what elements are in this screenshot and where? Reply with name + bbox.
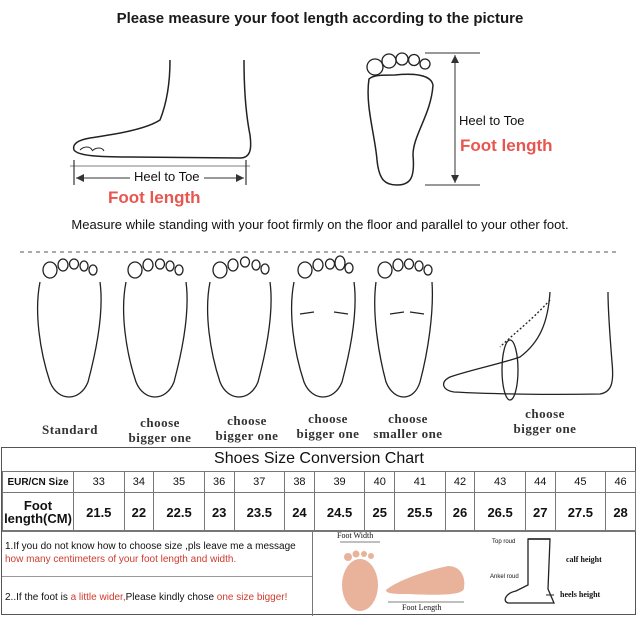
table-cell: 26 — [445, 493, 475, 532]
table-cell: 42 — [445, 472, 475, 493]
table-cell: 28 — [606, 493, 636, 532]
table-cell: 43 — [475, 472, 526, 493]
table-cell: 26.5 — [475, 493, 526, 532]
chart-title: Shoes Size Conversion Chart — [2, 447, 636, 472]
side-foot-diagram — [60, 40, 270, 210]
page-title: Please measure your foot length according to the picture — [116, 10, 524, 27]
foot-length-photo-label: Foot Length — [402, 603, 442, 612]
table-cell: 45 — [555, 472, 606, 493]
foot-types-illustration — [30, 252, 640, 422]
table-cell: 46 — [606, 472, 636, 493]
foot-type-label: choose bigger one — [513, 406, 577, 436]
foot-type-label: Standard — [41, 422, 99, 437]
sole-foot-length-label: Foot length — [460, 136, 553, 155]
table-cell: 24 — [285, 493, 315, 532]
note-1-line-2: how many centimeters of your foot length and width. — [5, 554, 237, 565]
sole-heel-to-toe-label: Heel to Toe — [459, 113, 525, 128]
boot-heel-label: heels height — [560, 590, 601, 599]
boot-ankle-label: Ankel roud — [490, 574, 519, 580]
table-cell: 41 — [395, 472, 446, 493]
note-2-red-1: a little wider, — [70, 592, 126, 603]
side-heel-to-toe-label: Heel to Toe — [130, 169, 204, 184]
row-header-eur: EUR/CN Size — [3, 472, 74, 493]
row-header-foot-length: Foot length(CM) — [3, 493, 74, 532]
foot-type-label: choose bigger one — [296, 411, 360, 441]
note-1-line-1: 1.If you do not know how to choose size ,pls leave me a message — [5, 541, 296, 552]
table-cell: 40 — [365, 472, 395, 493]
note-2-mid: Please kindly chose — [125, 592, 217, 603]
foot-width-label: Foot Width — [337, 531, 374, 540]
table-cell: 36 — [204, 472, 234, 493]
divider — [2, 576, 312, 577]
foot-type-label: choose smaller one — [373, 411, 443, 441]
table-row — [3, 472, 636, 493]
table-cell: 25.5 — [395, 493, 446, 532]
table-cell: 34 — [124, 472, 154, 493]
note-2 — [5, 591, 311, 604]
table-cell: 38 — [285, 472, 315, 493]
table-cell: 27.5 — [555, 493, 606, 532]
table-cell: 39 — [314, 472, 365, 493]
table-cell: 22 — [124, 493, 154, 532]
note-2-red-2: one size bigger! — [216, 592, 288, 603]
table-cell: 27 — [525, 493, 555, 532]
boot-diagram — [488, 533, 568, 613]
boot-calf-label: calf height — [566, 555, 602, 564]
table-cell: 22.5 — [154, 493, 205, 532]
table-cell: 24.5 — [314, 493, 365, 532]
table-cell: 35 — [154, 472, 205, 493]
table-cell: 25 — [365, 493, 395, 532]
boot-top-label: Top roud — [492, 539, 516, 545]
table-cell: 44 — [525, 472, 555, 493]
table-cell: 23 — [204, 493, 234, 532]
table-cell: 37 — [234, 472, 285, 493]
foot-type-label: choose bigger one — [128, 415, 192, 445]
table-row — [3, 493, 636, 532]
table-cell: 21.5 — [74, 493, 125, 532]
side-foot-length-label: Foot length — [108, 188, 201, 207]
measure-instruction: Measure while standing with your foot firmly on the floor and parallel to your other foot. — [71, 217, 569, 232]
note-1 — [5, 540, 311, 566]
note-2-prefix: 2..If the foot is — [5, 592, 71, 603]
table-cell: 33 — [74, 472, 125, 493]
divider — [312, 530, 313, 616]
foot-type-label: choose bigger one — [215, 413, 279, 443]
table-cell: 23.5 — [234, 493, 285, 532]
foot-photo-illustration — [318, 530, 468, 616]
size-conversion-table — [2, 471, 636, 532]
